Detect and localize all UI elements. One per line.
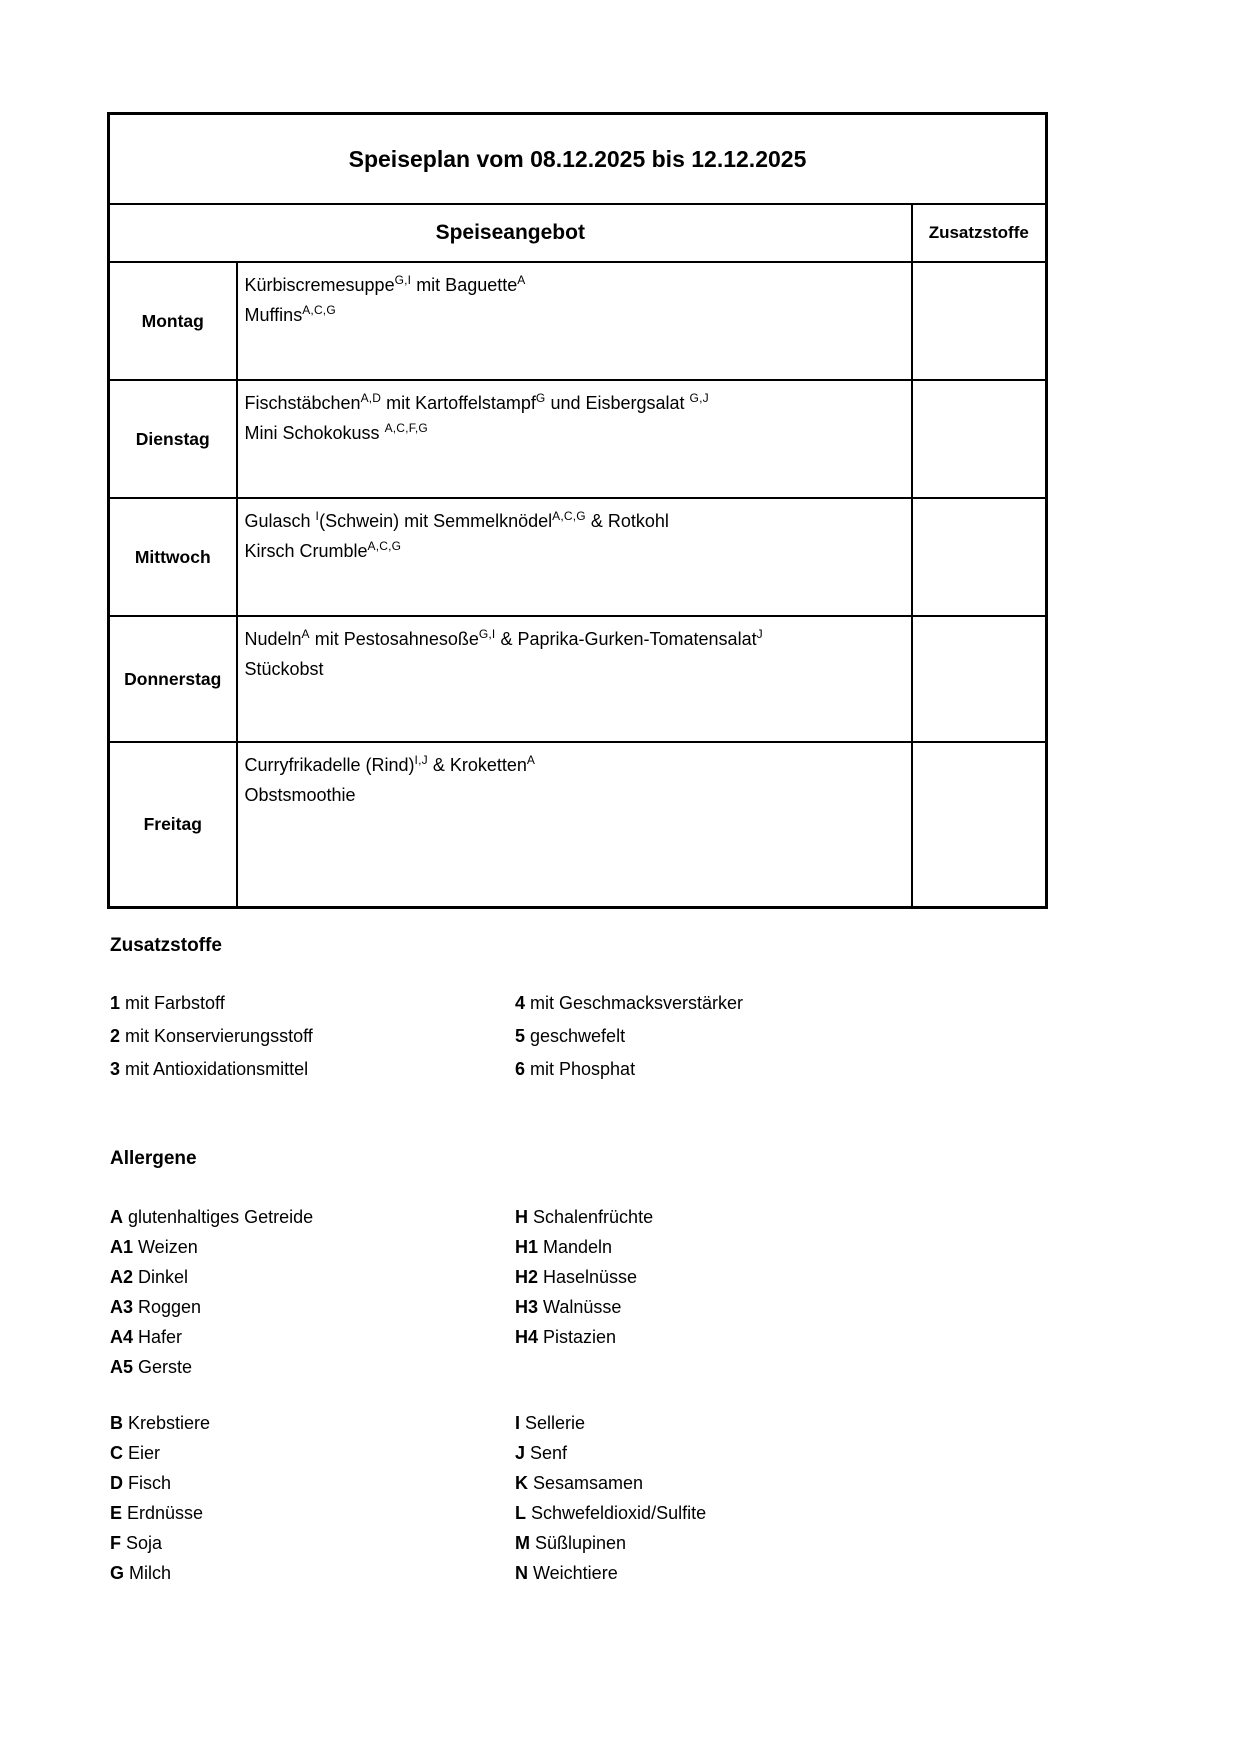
- legend-code: D: [110, 1473, 123, 1493]
- meal-cell: [237, 262, 912, 380]
- additives-heading: Zusatzstoffe: [110, 935, 222, 956]
- additives-list-left: [110, 987, 515, 1086]
- legend-item-5: 5 geschwefelt: [515, 1026, 626, 1046]
- legend-item-6: 6 mit Phosphat: [515, 1059, 636, 1079]
- legend-item-n: N Weichtiere: [515, 1563, 618, 1583]
- legend-code: H3: [515, 1297, 539, 1317]
- allergens-group1-right: [515, 1202, 653, 1352]
- zusatzstoffe-cell: [912, 616, 1047, 742]
- legend-item-a3: A3 Roggen: [110, 1297, 202, 1317]
- legend-code: A2: [110, 1267, 134, 1287]
- additives-columns: [110, 987, 743, 1086]
- legend-item-b: B Krebstiere: [110, 1413, 211, 1433]
- legend-code: A5: [110, 1357, 134, 1377]
- header-speiseangebot: Speiseangebot: [109, 204, 912, 262]
- legend-item-g: G Milch: [110, 1563, 172, 1583]
- meal-cell: [237, 616, 912, 742]
- table-title: Speiseplan vom 08.12.2025 bis 12.12.2025: [109, 114, 1047, 205]
- legend-code: I: [515, 1413, 521, 1433]
- legend-code: L: [515, 1503, 526, 1523]
- legend-code: 6: [515, 1059, 526, 1079]
- meal-cell: [237, 380, 912, 498]
- legend-code: M: [515, 1533, 530, 1553]
- legend-code: H4: [515, 1327, 539, 1347]
- day-label-freitag: Freitag: [109, 742, 237, 908]
- legend-item-h2: H2 Haselnüsse: [515, 1267, 638, 1287]
- legend-item-c: C Eier: [110, 1443, 161, 1463]
- allergen-superscript: A: [301, 627, 310, 641]
- header-zusatzstoffe: Zusatzstoffe: [912, 204, 1047, 262]
- legend-code: B: [110, 1413, 123, 1433]
- legend-code: H1: [515, 1237, 539, 1257]
- additives-section: [110, 933, 743, 1086]
- legend-item-h3: H3 Walnüsse: [515, 1297, 622, 1317]
- allergen-superscript: A: [517, 273, 526, 287]
- legend-code: A: [110, 1207, 123, 1227]
- legend-item-4: 4 mit Geschmacksverstärker: [515, 993, 744, 1013]
- legend-code: K: [515, 1473, 528, 1493]
- allergen-superscript: A,C,F,G: [384, 421, 428, 435]
- meal-line: Kürbiscremesuppe$^{G,I}$ mit Baguette$^A$: [244, 273, 526, 295]
- column-header-row: [109, 204, 1047, 262]
- zusatzstoffe-cell: [912, 262, 1047, 380]
- legend-code: H2: [515, 1267, 539, 1287]
- meal-cell: [237, 498, 912, 616]
- legend-item-h: H Schalenfrüchte: [515, 1207, 654, 1227]
- legend-item-f: F Soja: [110, 1533, 163, 1553]
- allergen-superscript: I: [315, 509, 320, 523]
- legend-code: 4: [515, 993, 526, 1013]
- legend-code: G: [110, 1563, 125, 1583]
- legend-item-a: A glutenhaltiges Getreide: [110, 1207, 314, 1227]
- allergens-heading: Allergene: [110, 1148, 197, 1169]
- legend-code: A1: [110, 1237, 134, 1257]
- legend-code: A4: [110, 1327, 134, 1347]
- meal-line: Mini Schokokuss $^{A,C,F,G}$: [244, 421, 428, 443]
- title-row: [109, 114, 1047, 205]
- day-label-donnerstag: Donnerstag: [109, 616, 237, 742]
- legend-code: A3: [110, 1297, 134, 1317]
- legend-item-a4: A4 Hafer: [110, 1327, 183, 1347]
- menu-row-dienstag: [109, 380, 1047, 498]
- meal-cell: [237, 742, 912, 908]
- allergen-superscript: G,I: [394, 273, 412, 287]
- legend-item-2: 2 mit Konservierungsstoff: [110, 1026, 313, 1046]
- allergen-superscript: A,C,G: [367, 539, 402, 553]
- meal-line: Fischstäbchen$^{A,D}$ mit Kartoffelstampf$^G$ und Eisbergsalat $^{G,J}$: [244, 391, 709, 413]
- menu-row-mittwoch: [109, 498, 1047, 616]
- day-label-mittwoch: Mittwoch: [109, 498, 237, 616]
- legend-item-j: J Senf: [515, 1443, 568, 1463]
- allergen-superscript: J: [756, 627, 763, 641]
- legend-code: C: [110, 1443, 123, 1463]
- legend-code: 2: [110, 1026, 121, 1046]
- meal-line: Obstsmoothie: [244, 785, 356, 805]
- allergen-superscript: G,J: [689, 391, 709, 405]
- zusatzstoffe-cell: [912, 498, 1047, 616]
- legend-item-a2: A2 Dinkel: [110, 1267, 189, 1287]
- legend-code: N: [515, 1563, 528, 1583]
- legend-code: 5: [515, 1026, 526, 1046]
- legend-item-3: 3 mit Antioxidationsmittel: [110, 1059, 309, 1079]
- legend-code: 3: [110, 1059, 121, 1079]
- meal-line: Stückobst: [244, 659, 324, 679]
- legend-item-h1: H1 Mandeln: [515, 1237, 613, 1257]
- zusatzstoffe-cell: [912, 380, 1047, 498]
- menu-body: [109, 114, 1047, 908]
- allergen-superscript: I,J: [414, 753, 428, 767]
- legend-item-a1: A1 Weizen: [110, 1237, 198, 1257]
- meal-line: Kirsch Crumble$^{A,C,G}$: [244, 539, 402, 561]
- menu-row-donnerstag: [109, 616, 1047, 742]
- allergens-group1: [110, 1202, 706, 1382]
- legend-item-k: K Sesamsamen: [515, 1473, 644, 1493]
- allergens-group1-left: [110, 1202, 515, 1382]
- meal-line: Nudeln$^A$ mit Pestosahnesoße$^{G,I}$ & Paprika-Gurken-Tomatensalat$^J$: [244, 627, 763, 649]
- allergens-section: [110, 1146, 706, 1588]
- allergen-superscript: A,C,G: [552, 509, 586, 523]
- legend-code: J: [515, 1443, 526, 1463]
- legend-code: 1: [110, 993, 121, 1013]
- day-label-dienstag: Dienstag: [109, 380, 237, 498]
- menu-row-montag: [109, 262, 1047, 380]
- allergen-superscript: G: [535, 391, 546, 405]
- additives-list-right: [515, 987, 743, 1086]
- legend-item-e: E Erdnüsse: [110, 1503, 204, 1523]
- allergens-group2-left: [110, 1408, 515, 1588]
- allergens-group2: [110, 1408, 706, 1588]
- allergen-superscript: G,I: [478, 627, 496, 641]
- day-label-montag: Montag: [109, 262, 237, 380]
- meal-line: Curryfrikadelle (Rind)$^{I,J}$ & Kroketten$^A$: [244, 753, 536, 775]
- legend-code: H: [515, 1207, 528, 1227]
- legend-item-h4: H4 Pistazien: [515, 1327, 617, 1347]
- legend-item-d: D Fisch: [110, 1473, 172, 1493]
- legend-item-i: I Sellerie: [515, 1413, 586, 1433]
- meal-line: Gulasch $^I$(Schwein) mit Semmelknödel$^{A,C,G}$ & Rotkohl: [244, 509, 669, 531]
- meal-line: Muffins$^{A,C,G}$: [244, 303, 336, 325]
- legend-item-l: L Schwefeldioxid/Sulfite: [515, 1503, 707, 1523]
- allergens-group2-right: [515, 1408, 706, 1588]
- legend-item-a5: A5 Gerste: [110, 1357, 193, 1377]
- legend-item-m: M Süßlupinen: [515, 1533, 627, 1553]
- zusatzstoffe-cell: [912, 742, 1047, 908]
- menu-row-freitag: [109, 742, 1047, 908]
- legend-code: F: [110, 1533, 121, 1553]
- menu-table: [107, 112, 1048, 909]
- allergen-superscript: A: [526, 753, 536, 767]
- legend-item-1: 1 mit Farbstoff: [110, 993, 225, 1013]
- allergen-superscript: A,D: [360, 391, 382, 405]
- allergen-superscript: A,C,G: [302, 303, 336, 317]
- legend-code: E: [110, 1503, 123, 1523]
